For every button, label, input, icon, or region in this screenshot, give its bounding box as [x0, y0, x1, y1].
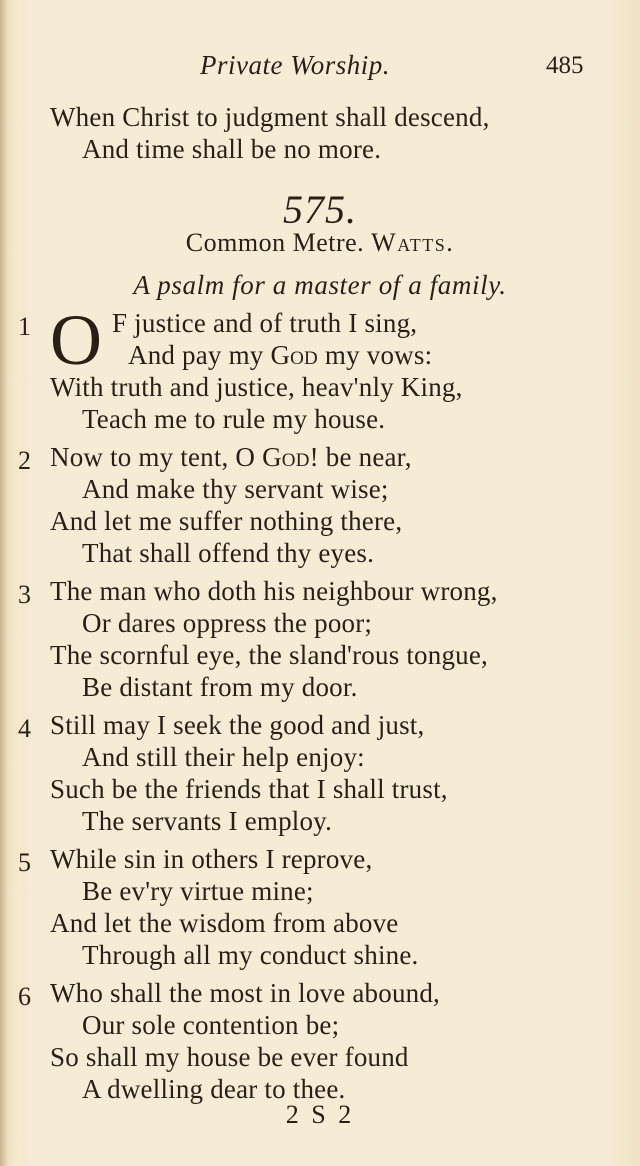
- hymn-author: Watts.: [371, 228, 455, 257]
- stanza-4-line-1: Still may I seek the good and just,: [50, 710, 425, 740]
- stanza-5-line-1: While sin in others I reprove,: [50, 844, 373, 874]
- page-number: 485: [546, 52, 584, 79]
- meter-label: Common Metre.: [185, 228, 365, 257]
- drop-cap: O: [50, 300, 102, 380]
- stanza-2-number: 2: [18, 446, 31, 475]
- hymn-number: 575.: [283, 187, 357, 232]
- hymn-meter: [0, 228, 640, 258]
- stanza-6-line-2: Our sole contention be;: [82, 1010, 340, 1040]
- stanza-5-line-4: Through all my conduct shine.: [82, 940, 419, 970]
- stanza-1-line-1: F justice and of truth I sing,: [112, 308, 418, 338]
- stanza-6-line-4: A dwelling dear to thee.: [82, 1074, 346, 1104]
- stanza-2-line-1-a: Now to my tent, O: [50, 442, 263, 472]
- stanza-1-line-2-god: God: [270, 340, 318, 370]
- stanza-6-line-3: So shall my house be ever found: [50, 1042, 409, 1072]
- stanza-4-line-3: Such be the friends that I shall trust,: [50, 774, 448, 804]
- carryover-line-2: And time shall be no more.: [82, 134, 382, 164]
- stanza-4-line-4: The servants I employ.: [82, 806, 333, 836]
- stanza-2-line-1: [50, 442, 412, 473]
- running-title: Private Worship.: [200, 50, 390, 80]
- stanza-3-line-2: Or dares oppress the poor;: [82, 608, 373, 638]
- signature-mark: 2 S 2: [285, 1100, 355, 1129]
- stanza-1-line-2-b: my vows:: [317, 340, 433, 370]
- stanza-4-number: 4: [18, 714, 31, 743]
- stanza-1-line-2: [128, 340, 432, 371]
- stanza-2-line-4: That shall offend thy eyes.: [82, 538, 375, 568]
- stanza-2-line-2: And make thy servant wise;: [82, 474, 389, 504]
- stanza-1-line-2-a: And pay my: [128, 340, 271, 370]
- carryover-line-1: When Christ to judgment shall descend,: [50, 102, 490, 132]
- stanza-2-line-1-god: God: [262, 442, 310, 472]
- stanza-2-line-3: And let me suffer nothing there,: [50, 506, 403, 536]
- running-head: [0, 50, 640, 84]
- stanza-1-line-3: With truth and justice, heav'nly King,: [50, 372, 463, 402]
- hymn-subtitle: A psalm for a master of a family.: [133, 270, 507, 300]
- stanza-5-line-2: Be ev'ry virtue mine;: [82, 876, 314, 906]
- stanza-3-line-4: Be distant from my door.: [82, 672, 358, 702]
- stanza-3-number: 3: [18, 580, 31, 609]
- stanza-6-line-1: Who shall the most in love abound,: [50, 978, 440, 1008]
- stanza-4-line-2: And still their help enjoy:: [82, 742, 365, 772]
- stanza-5-line-3: And let the wisdom from above: [50, 908, 399, 938]
- stanza-6-number: 6: [18, 982, 31, 1011]
- stanza-2-line-1-b: ! be near,: [309, 442, 412, 472]
- stanza-3-line-3: The scornful eye, the sland'rous tongue,: [50, 640, 488, 670]
- stanza-5-number: 5: [18, 848, 31, 877]
- page-gutter-shadow: [0, 0, 8, 1166]
- stanza-3-line-1: The man who doth his neighbour wrong,: [50, 576, 498, 606]
- stanza-1-line-4: Teach me to rule my house.: [82, 404, 386, 434]
- stanza-1-number: 1: [18, 312, 31, 341]
